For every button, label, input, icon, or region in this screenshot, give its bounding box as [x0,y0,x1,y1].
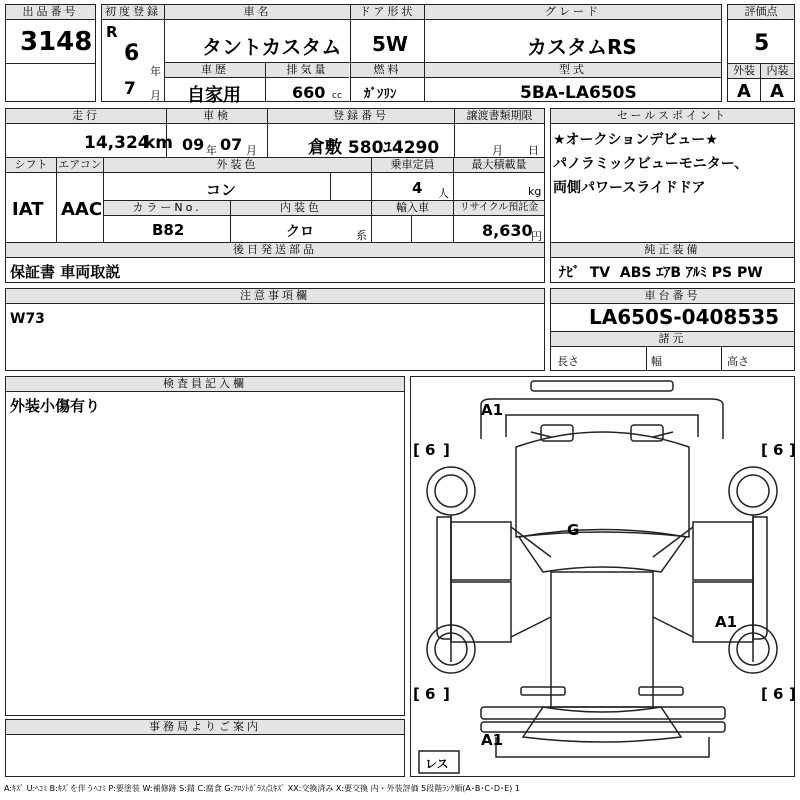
mileage-unit: km [144,133,174,153]
mark-front: A1 [481,401,504,419]
office-box [5,719,405,777]
svg-text:]: ] [443,685,450,703]
model-label: 型式 [425,63,721,78]
aircon-label: エアコン [58,158,102,171]
displacement-label: 排気量 [266,63,349,78]
plate-value: 倉敷 580ﾕ4290 [308,138,440,158]
ext-color-value: コン [206,181,237,199]
int-score-value: A [770,81,784,102]
ext-score-value: A [737,81,751,102]
notes-label: 注意事項欄 [6,289,544,304]
sales-point-line-2: パノラミックビューモニター、 [553,156,749,172]
svg-text:[: [ [761,441,768,459]
mark-rear: A1 [481,731,504,749]
tire-rear-left: 6 [425,685,436,703]
recycle-unit: 円 [531,230,542,243]
inspection-label: 車検 [167,109,267,124]
transfer-day-unit: 日 [528,144,539,157]
svg-text:]: ] [443,441,450,459]
svg-text:[: [ [413,685,420,703]
inspection-month-unit: 月 [246,144,257,157]
first-reg-era: R [106,23,118,41]
grade-label: グレード [425,5,721,20]
first-reg-month-unit: 月 [150,89,161,102]
mark-right-rear: A1 [715,613,738,631]
equipment-label: 純正装備 [551,243,794,258]
svg-text:]: ] [789,685,796,703]
int-color-unit: 系 [356,229,367,242]
tire-front-left: 6 [425,441,436,459]
grade-value: カスタムRS [527,35,637,59]
sales-point-line-3: 両側パワースライドドア [553,180,706,196]
sales-point-box [550,108,795,283]
vehicle-info-box [101,4,722,106]
transfer-label: 譲渡書類期限 [455,109,544,124]
model-value: 5BA-LA650S [520,83,637,103]
inspection-year: 09 [182,135,205,154]
capacity-value: 4 [412,179,423,197]
spare-value: レス [425,757,449,771]
displacement-unit: cc [332,91,342,101]
notes-value: W73 [10,311,45,327]
lot-number-value: 3148 [20,27,93,57]
door-value: 5W [372,32,408,56]
later-parts-value: 保証書 車両取説 [10,263,121,281]
door-label: ドア形状 [351,5,424,20]
office-label: 事務局よりご案内 [6,720,404,735]
displacement-value: 660 [292,83,326,102]
shift-label: シフト [6,158,56,173]
sales-point-line-1: ★オークションデビュー★ [553,132,718,148]
lot-number-box [5,4,96,102]
car-diagram [410,376,795,777]
tire-rear-right: 6 [773,685,784,703]
first-reg-year-unit: 年 [150,65,161,78]
mileage-value: 14,324 [84,133,150,153]
shift-value: IAT [12,199,44,220]
notes-box [5,288,545,371]
int-color-value: クロ [286,224,314,240]
length-label: 長さ [557,355,579,368]
max-load-label: 最大積載量 [454,158,544,173]
aircon-value: AAC [61,199,103,220]
chassis-box [550,288,795,371]
capacity-label: 乗車定員 [372,158,453,173]
fuel-label: 燃料 [351,63,424,78]
plate-label: 登録番号 [268,109,454,124]
specs-label: 諸元 [551,332,794,347]
inspector-value: 外装小傷有り [10,397,101,415]
import-label: 輸入車 [372,201,453,216]
later-parts-label: 後日発送部品 [6,243,544,258]
chassis-label: 車台番号 [551,289,794,304]
height-label: 高さ [727,355,749,368]
max-load-unit: kg [528,185,542,198]
history-label: 車歴 [165,63,265,78]
car-name-value: タントカスタム [202,35,342,59]
sales-point-label: セールスポイント [551,109,794,124]
recycle-value: 8,630 [482,221,533,240]
mark-roof: G [567,521,580,539]
mileage-label: 走行 [6,109,166,124]
transfer-month-unit: 月 [492,144,503,157]
score-label: 評価点 [728,5,794,20]
width-label: 幅 [651,355,662,368]
first-reg-year: 6 [124,41,140,66]
svg-text:[: [ [413,441,420,459]
svg-text:]: ] [789,441,796,459]
ext-score-label: 外装 [728,64,760,79]
score-box [727,4,795,102]
color-no-value: B82 [152,221,185,239]
history-value: 自家用 [187,85,241,106]
ext-color-label: 外装色 [104,158,371,173]
inspector-box [5,376,405,716]
equipment-value: ﾅﾋﾞ TV ABS ｴｱB ｱﾙﾐ PS PW [559,265,763,281]
legend: A:ｷｽﾞ U:ﾍｺﾐ B:ｷｽﾞを伴うﾍｺﾐ P:要塗装 W:補修跡 S:錆 C:腐食 G:ﾌﾛﾝﾄｶﾞﾗｽ点ｷｽﾞ XX:交換済み X:要交換 内・外装評価 5段階ﾗﾝｸ順(A･B･C･D･E) 1 [4,784,520,793]
inspection-month: 07 [220,135,243,154]
capacity-unit: 人 [438,187,449,200]
details-box [5,108,545,283]
first-reg-month: 7 [124,79,136,99]
tire-front-right: 6 [773,441,784,459]
svg-text:[: [ [761,685,768,703]
color-no-label: カラーNo. [104,201,230,216]
inspection-year-unit: 年 [206,144,217,157]
car-name-label: 車名 [165,5,350,20]
int-color-label: 内装色 [231,201,371,216]
int-score-label: 内装 [761,64,794,79]
inspector-label: 検査員記入欄 [6,377,404,392]
fuel-value: ｶﾞｿﾘﾝ [364,87,397,102]
lot-number-label: 出品番号 [6,5,95,20]
score-value: 5 [754,31,770,56]
car-outline-diagram [411,377,794,776]
chassis-value: LA650S-0408535 [589,305,780,329]
first-reg-label: 初度登録 [102,5,164,20]
recycle-label: リサイクル預託金 [454,201,544,216]
